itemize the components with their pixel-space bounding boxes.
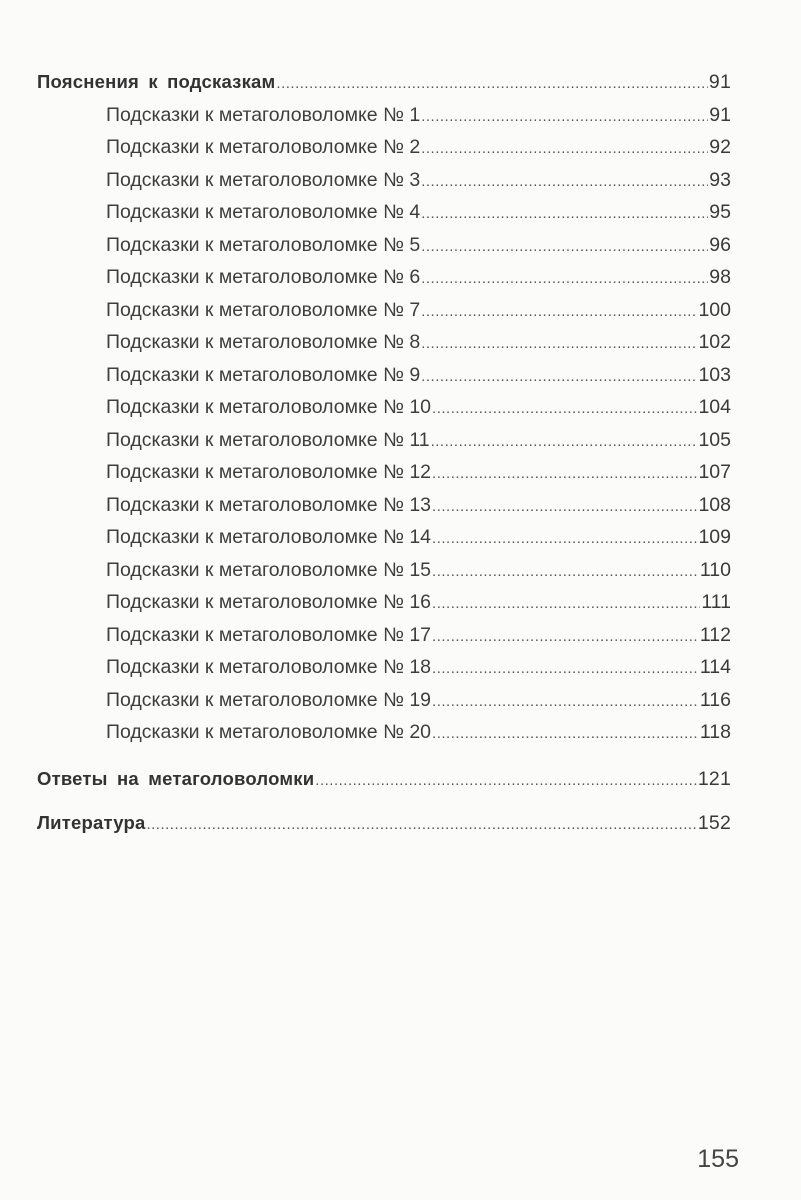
toc-entry-title: Подсказки к метаголоволомке № 17 bbox=[106, 623, 432, 646]
toc-entry-page: 102 bbox=[698, 331, 731, 353]
toc-entry-hint-8[interactable] bbox=[37, 326, 731, 359]
toc-entry-title: Подсказки к метаголоволомке № 2 bbox=[106, 136, 421, 158]
dot-leader bbox=[421, 361, 697, 394]
dot-leader bbox=[432, 491, 697, 524]
toc-entry-page: 104 bbox=[698, 396, 731, 418]
toc-entry-title: Подсказки к метаголоволомке № 13 bbox=[106, 493, 432, 516]
toc-entry-hint-17[interactable] bbox=[37, 619, 731, 652]
toc-entry-title: Подсказки к метаголоволомке № 6 bbox=[106, 266, 421, 288]
toc-entry-hint-11[interactable] bbox=[37, 424, 731, 457]
dot-leader bbox=[276, 68, 708, 101]
toc-entry-page: 121 bbox=[697, 767, 731, 790]
toc-entry-title: Подсказки к метаголоволомке № 20 bbox=[106, 721, 432, 743]
toc-entry-page: 95 bbox=[709, 201, 731, 223]
dot-leader bbox=[432, 718, 699, 751]
dot-leader bbox=[421, 231, 708, 264]
toc-entry-page: 107 bbox=[698, 461, 731, 483]
toc-entry-hint-9[interactable] bbox=[37, 359, 731, 392]
toc-entry-page: 112 bbox=[699, 623, 731, 646]
toc-entry-title: Подсказки к метаголоволомке № 5 bbox=[106, 233, 421, 256]
dot-leader bbox=[432, 653, 699, 686]
dot-leader bbox=[432, 393, 697, 426]
toc-entry-hint-15[interactable] bbox=[37, 554, 731, 587]
toc-entry-title: Подсказки к метаголоволомке № 1 bbox=[106, 103, 421, 126]
toc-entry-page: 91 bbox=[708, 71, 731, 93]
toc-entry-literature[interactable] bbox=[37, 807, 731, 840]
toc-entry-title: Подсказки к метаголоволомке № 4 bbox=[106, 201, 421, 223]
toc-entry-title: Подсказки к метаголоволомке № 10 bbox=[106, 396, 432, 418]
toc-entry-title: Пояснения к подсказкам bbox=[37, 71, 276, 92]
dot-leader bbox=[432, 686, 699, 719]
toc-entry-hint-2[interactable] bbox=[37, 131, 731, 164]
toc-entry-hint-20[interactable] bbox=[37, 716, 731, 749]
toc-entry-title: Ответы на метаголоволомки bbox=[37, 767, 315, 789]
toc-entry-page: 116 bbox=[699, 688, 731, 711]
toc-entry-page: 118 bbox=[699, 721, 731, 743]
toc-entry-page: 93 bbox=[709, 168, 731, 191]
toc-entry-hint-16[interactable] bbox=[37, 586, 731, 619]
toc-entry-title: Подсказки к метаголоволомке № 8 bbox=[106, 331, 421, 353]
dot-leader bbox=[432, 588, 700, 621]
toc-entry-page: 96 bbox=[709, 233, 731, 256]
toc-entry-hint-1[interactable] bbox=[37, 99, 731, 132]
toc-entry-hint-18[interactable] bbox=[37, 651, 731, 684]
toc-entry-hint-5[interactable] bbox=[37, 229, 731, 262]
toc-entry-explanations[interactable] bbox=[37, 66, 731, 99]
spacer bbox=[37, 749, 731, 763]
toc-entry-hint-3[interactable] bbox=[37, 164, 731, 197]
toc-entry-title: Подсказки к метаголоволомке № 18 bbox=[106, 656, 432, 678]
toc-entry-page: 110 bbox=[699, 558, 731, 581]
toc-entry-hint-10[interactable] bbox=[37, 391, 731, 424]
dot-leader bbox=[432, 621, 699, 654]
toc-entry-hint-12[interactable] bbox=[37, 456, 731, 489]
toc-entry-page: 114 bbox=[699, 656, 731, 678]
toc-entry-page: 103 bbox=[698, 363, 731, 386]
toc-entry-hint-14[interactable] bbox=[37, 521, 731, 554]
toc-entry-hint-19[interactable] bbox=[37, 684, 731, 717]
toc-entry-page: 105 bbox=[698, 428, 731, 451]
toc-entry-page: 91 bbox=[709, 103, 731, 126]
toc-entry-hint-4[interactable] bbox=[37, 196, 731, 229]
toc-entry-hint-13[interactable] bbox=[37, 489, 731, 522]
dot-leader bbox=[421, 166, 708, 199]
toc-entry-page: 111 bbox=[701, 591, 731, 613]
dot-leader bbox=[421, 101, 708, 134]
dot-leader bbox=[146, 809, 696, 842]
toc-entry-page: 152 bbox=[697, 812, 731, 834]
page-number: 155 bbox=[697, 1145, 739, 1173]
table-of-contents bbox=[37, 66, 731, 840]
dot-leader bbox=[421, 198, 708, 231]
toc-entry-title: Подсказки к метаголоволомке № 16 bbox=[106, 591, 432, 613]
toc-entry-title: Подсказки к метаголоволомке № 3 bbox=[106, 168, 421, 191]
toc-entry-title: Подсказки к метаголоволомке № 9 bbox=[106, 363, 421, 386]
toc-entry-title: Подсказки к метаголоволомке № 7 bbox=[106, 298, 421, 321]
toc-entry-page: 109 bbox=[698, 526, 731, 548]
dot-leader bbox=[432, 523, 697, 556]
dot-leader bbox=[421, 328, 697, 361]
dot-leader bbox=[432, 458, 697, 491]
toc-entry-hint-6[interactable] bbox=[37, 261, 731, 294]
dot-leader bbox=[432, 556, 699, 589]
toc-entry-page: 92 bbox=[709, 136, 731, 158]
toc-entry-title: Подсказки к метаголоволомке № 15 bbox=[106, 558, 432, 581]
dot-leader bbox=[315, 765, 697, 798]
toc-entry-hint-7[interactable] bbox=[37, 294, 731, 327]
toc-entry-page: 98 bbox=[709, 266, 731, 288]
dot-leader bbox=[431, 426, 698, 459]
toc-entry-page: 108 bbox=[698, 493, 731, 516]
dot-leader bbox=[421, 296, 697, 329]
toc-entry-title: Подсказки к метаголоволомке № 11 bbox=[106, 428, 430, 451]
dot-leader bbox=[421, 263, 708, 296]
toc-entry-title: Литература bbox=[37, 812, 146, 833]
toc-entry-title: Подсказки к метаголоволомке № 14 bbox=[106, 526, 432, 548]
toc-entry-answers[interactable] bbox=[37, 763, 731, 796]
toc-entry-title: Подсказки к метаголоволомке № 12 bbox=[106, 461, 432, 483]
toc-entry-page: 100 bbox=[698, 298, 731, 321]
dot-leader bbox=[421, 133, 708, 166]
toc-entry-title: Подсказки к метаголоволомке № 19 bbox=[106, 688, 432, 711]
